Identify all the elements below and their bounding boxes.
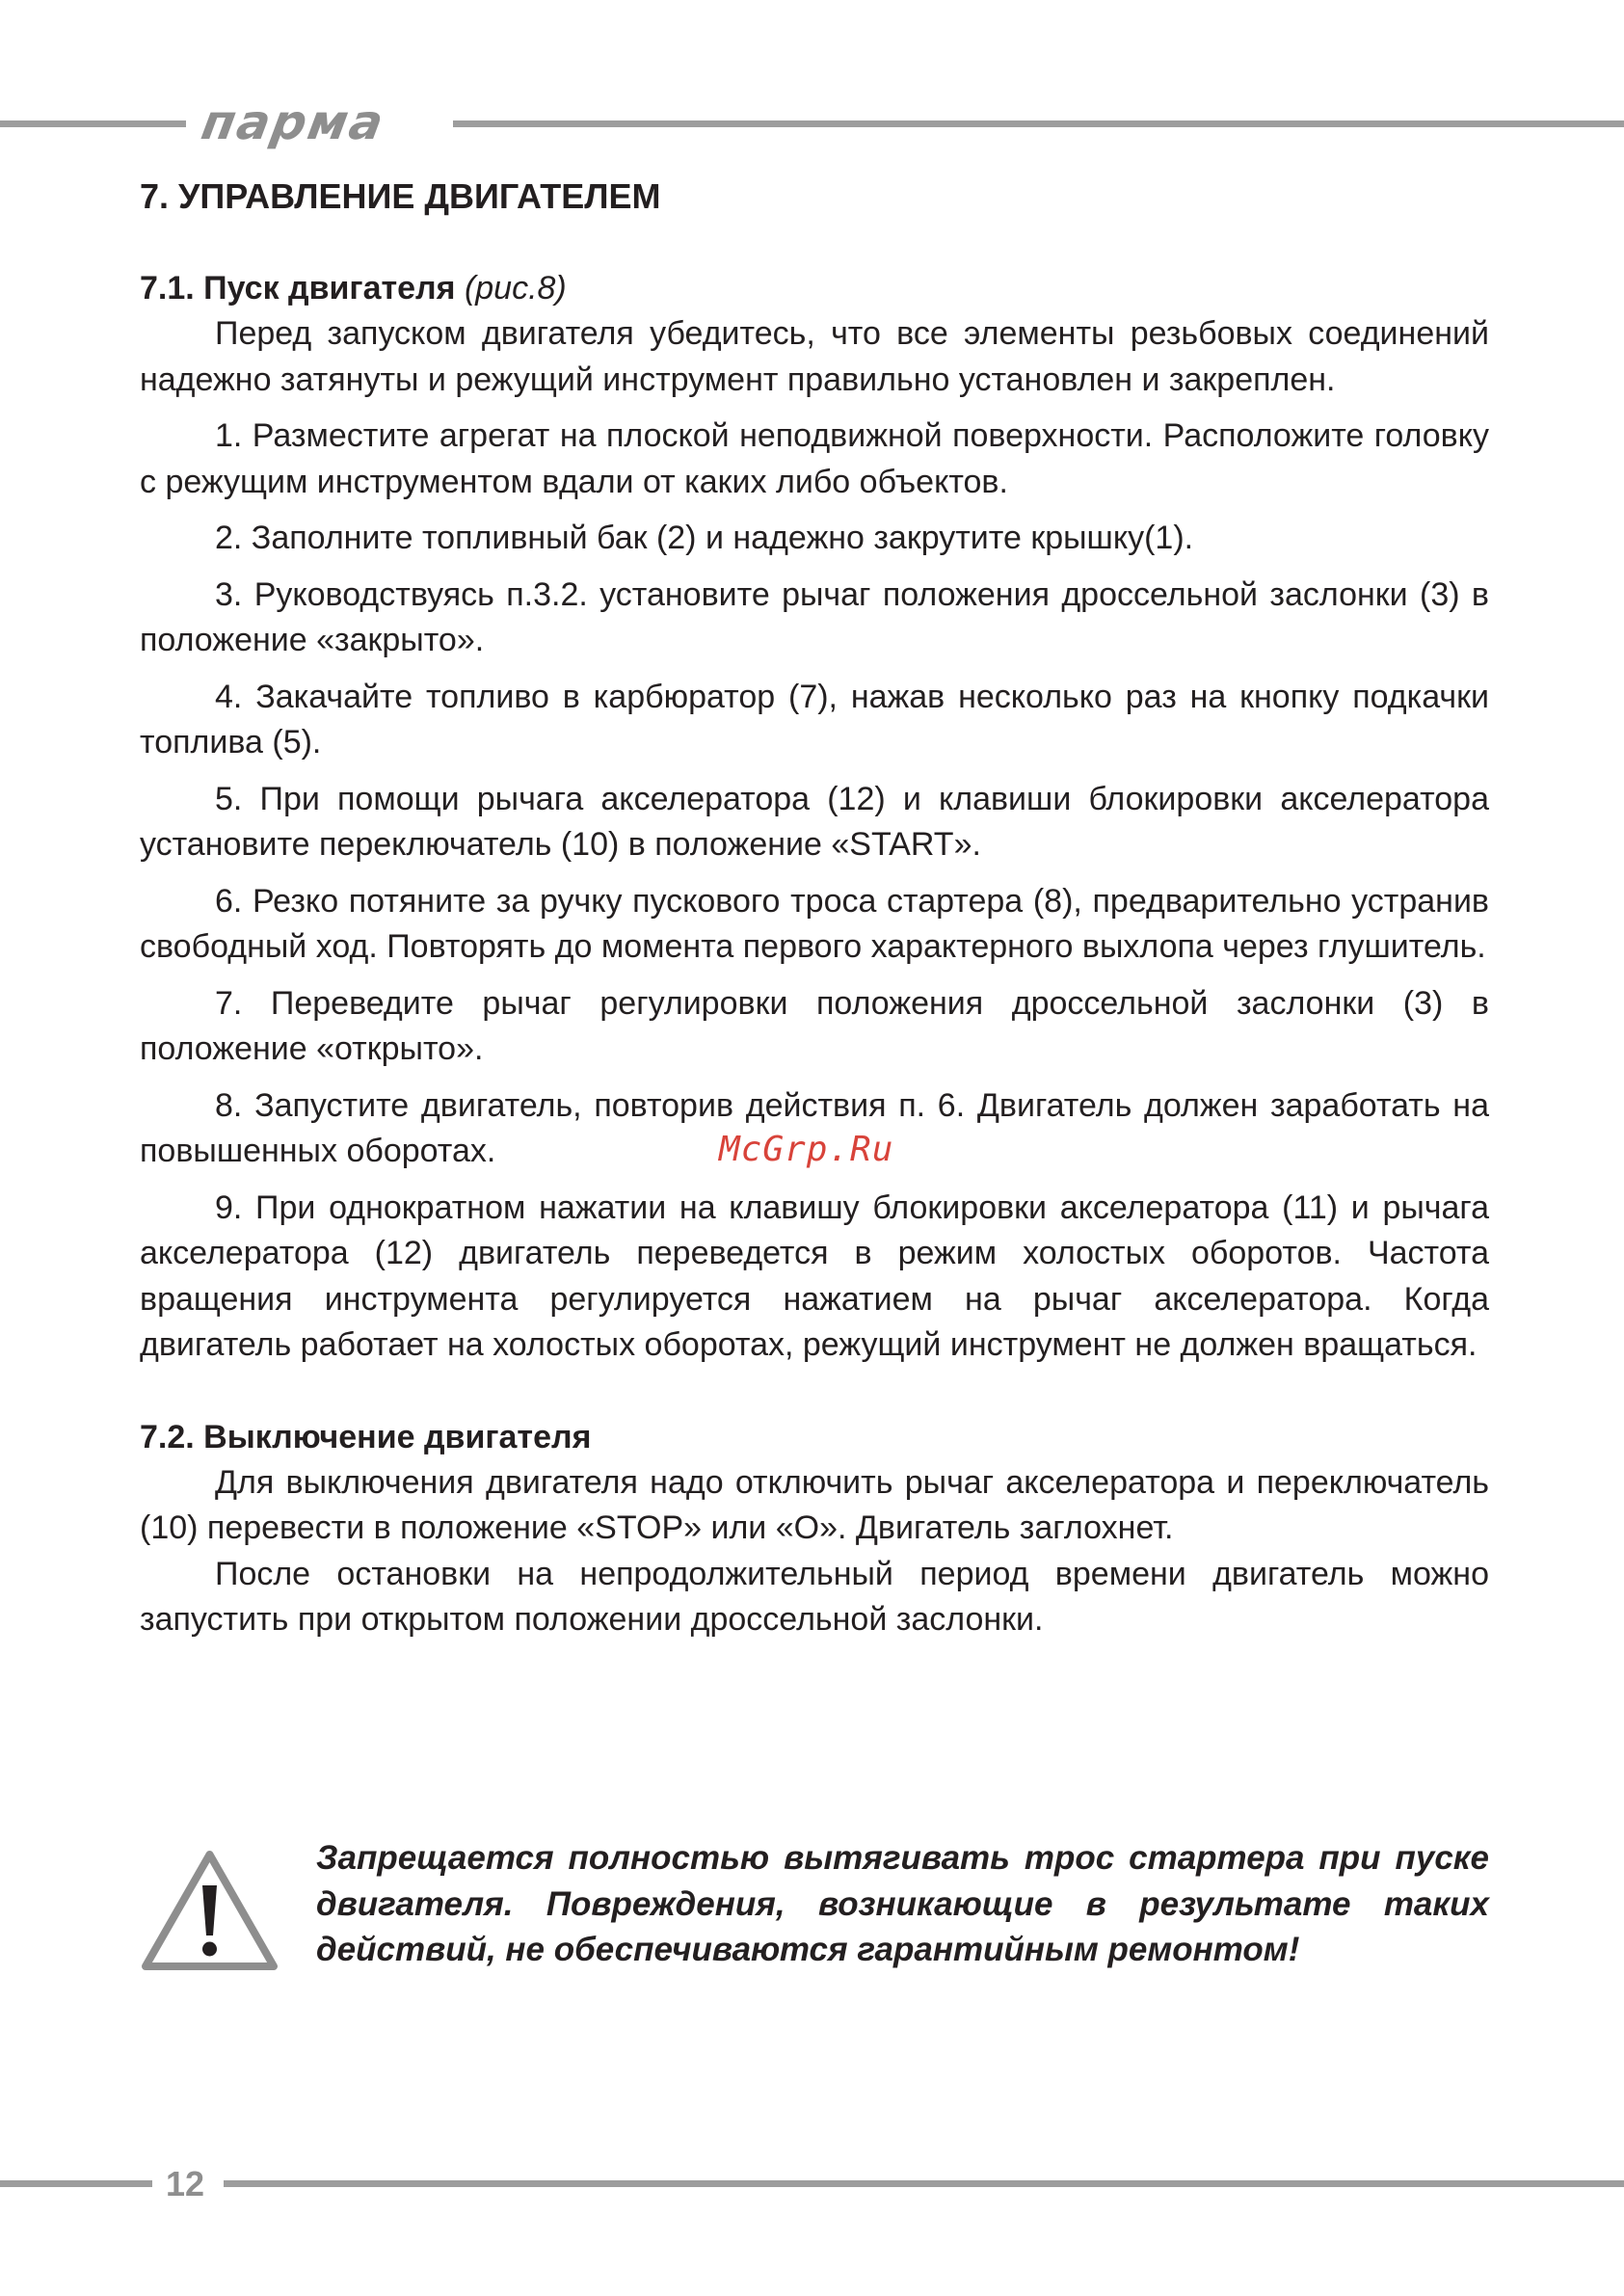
warning-block <box>140 1835 1489 2028</box>
warning-text: Запрещается полностью вытягивать трос стартера при пуске двигателя. Повреждения, возникающие в результате таких действий, не обеспечиваются гарантийным ремонтом! <box>316 1839 1489 1968</box>
page-content <box>140 174 1489 1643</box>
warning-triangle-icon <box>140 1847 280 1974</box>
figure-reference: (рис.8) <box>464 270 567 307</box>
subsection-title-start-text: 7.1. Пуск двигателя <box>140 270 456 307</box>
intro-paragraph: Перед запуском двигателя убедитесь, что все элементы резьбовых соединений надежно затянуты и режущий инструмент правильно установлен и закреплен. <box>140 315 1489 398</box>
section-title: 7. УПРАВЛЕНИЕ ДВИГАТЕЛЕМ <box>140 176 661 216</box>
step-5: 5. При помощи рычага акселератора (12) и клавиши блокировки акселератора установите переключатель (10) в положение «START». <box>140 780 1489 863</box>
step-9: 9. При однократном нажатии на клавишу блокировки акселератора (11) и рычага акселератора (12) двигатель переведется в режим холостых оборотов. Частота вращения инструмента регулируется нажатием на рычаг акселератора. Когда двигатель работает на холостых оборотах, режущий инструмент не должен вращаться. <box>140 1188 1489 1363</box>
header-rule-left <box>0 120 186 127</box>
page-number: 12 <box>166 2164 205 2203</box>
watermark: McGrp.Ru <box>719 1130 894 1169</box>
step-2: 2. Заполните топливный бак (2) и надежно закрутите крышку(1). <box>215 520 1194 556</box>
stop-paragraph-2: После остановки на непродолжительный период времени двигатель можно запустить при открытом положении дроссельной заслонки. <box>140 1555 1489 1638</box>
brand-logo: парма <box>197 94 389 150</box>
header-rule-right <box>453 120 1624 127</box>
subsection-title-start <box>140 266 1489 311</box>
step-3: 3. Руководствуясь п.3.2. установите рычаг положения дроссельной заслонки (3) в положение «закрыто». <box>140 575 1489 658</box>
step-8: 8. Запустите двигатель, повторив действия п. 6. Двигатель должен заработать на повышенных оборотах. <box>140 1086 1489 1169</box>
step-4: 4. Закачайте топливо в карбюратор (7), нажав несколько раз на кнопку подкачки топлива (5). <box>140 678 1489 761</box>
subsection-title-stop: 7.2. Выключение двигателя <box>140 1418 592 1455</box>
footer-rule-right <box>224 2180 1624 2187</box>
step-7: 7. Переведите рычаг регулировки положения дроссельной заслонки (3) в положение «открыто». <box>140 984 1489 1067</box>
stop-paragraph-1: Для выключения двигателя надо отключить рычаг акселератора и переключатель (10) перевести в положение «STOP» или «О». Двигатель заглохнет. <box>140 1463 1489 1546</box>
step-6: 6. Резко потяните за ручку пускового троса стартера (8), предварительно устранив свободный ход. Повторять до момента первого характерного выхлопа через глушитель. <box>140 882 1489 965</box>
footer-rule-left <box>0 2180 152 2187</box>
step-1: 1. Разместите агрегат на плоской неподвижной поверхности. Расположите головку с режущим инструментом вдали от каких либо объектов. <box>140 417 1489 500</box>
